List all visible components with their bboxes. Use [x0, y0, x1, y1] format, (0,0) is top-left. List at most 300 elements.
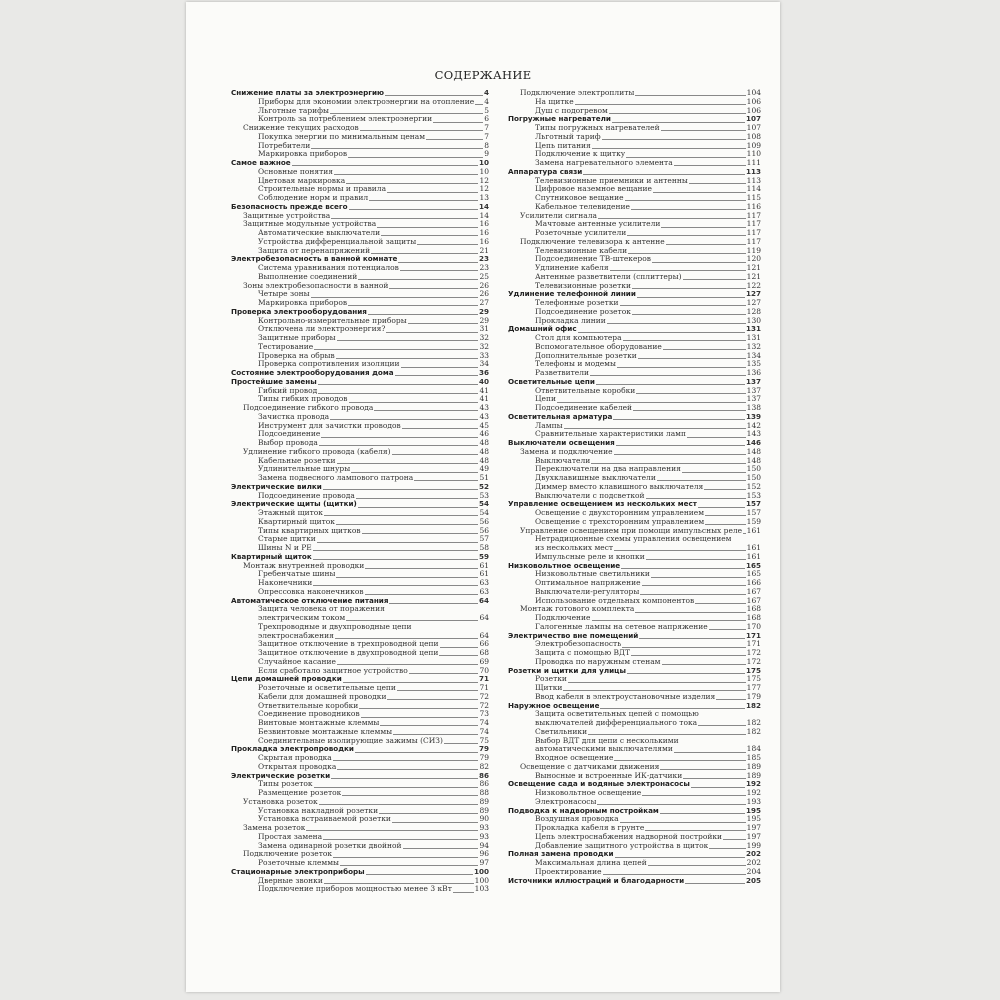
- toc-entry: [508, 430, 761, 439]
- toc-entry-title: Выключатели с подсветкой: [535, 491, 645, 500]
- toc-page-number: 93: [479, 832, 489, 841]
- toc-entry-title: Защитное отключение в двухпроводной цепи: [258, 649, 439, 657]
- toc-entry-title: Удлинение телефонной линии: [508, 290, 636, 299]
- toc-entry: [508, 290, 761, 299]
- toc-page-number: 100: [474, 876, 489, 885]
- toc-leader: [687, 437, 746, 438]
- toc-leader: [635, 612, 745, 613]
- toc-entry: [231, 273, 489, 282]
- toc-leader: [617, 367, 746, 368]
- toc-entry: [231, 317, 489, 326]
- toc-entry-title: Случайное касание: [258, 657, 336, 666]
- toc-entry: [231, 702, 489, 711]
- toc-entry: [508, 439, 761, 448]
- toc-entry-title: Дверные звонки: [258, 876, 323, 885]
- toc-page-number: 63: [479, 587, 489, 596]
- toc-page-number: 75: [479, 736, 489, 745]
- toc-entry: [508, 763, 761, 772]
- toc-leader: [597, 804, 745, 805]
- toc-entry-title: Подсоединение: [258, 430, 321, 439]
- toc-entry: [508, 815, 761, 824]
- toc-leader: [621, 568, 745, 569]
- toc-entry: [231, 798, 489, 807]
- toc-entry: [508, 535, 761, 544]
- toc-entry: [508, 185, 761, 194]
- toc-page-number: 82: [479, 762, 489, 771]
- toc-entry-title: Диммер вместо клавишного выключателя: [535, 482, 704, 491]
- toc-leader: [343, 682, 478, 683]
- toc-page-number: 46: [479, 430, 489, 439]
- toc-entry: [231, 107, 489, 116]
- toc-leader: [603, 874, 746, 875]
- toc-page-number: 131: [745, 325, 761, 334]
- toc-entry: [231, 518, 489, 527]
- toc-entry-title: Сравнительные характеристики ламп: [535, 430, 686, 439]
- toc-column-right: [508, 89, 761, 885]
- toc-leader: [557, 402, 746, 403]
- toc-leader: [610, 270, 746, 271]
- toc-page-number: 107: [745, 115, 761, 124]
- toc-leader: [640, 594, 745, 595]
- toc-entry: [508, 474, 761, 483]
- toc-leader: [433, 122, 483, 123]
- toc-entry-title: Устройства дифференциальной защиты: [258, 237, 417, 246]
- toc-entry-title: Освещение сада и водяные электронасосы: [508, 780, 690, 789]
- toc-leader: [590, 375, 746, 376]
- toc-entry-title: Льготные тарифы: [258, 106, 329, 115]
- toc-leader: [627, 235, 745, 236]
- toc-entry-title: Типы погружных нагревателей: [535, 124, 660, 132]
- toc-page-number: 117: [746, 220, 761, 229]
- toc-leader: [414, 480, 478, 481]
- toc-page-number: 56: [479, 517, 489, 526]
- toc-page-number: 23: [479, 264, 489, 272]
- toc-leader: [607, 323, 746, 324]
- toc-leader: [660, 769, 745, 770]
- toc-entry-title: Установка накладной розетки: [258, 806, 379, 815]
- toc-page-number: 54: [479, 509, 489, 517]
- toc-entry: [231, 535, 489, 544]
- toc-entry-title: Квартирный щиток: [231, 552, 312, 561]
- toc-leader: [377, 227, 478, 228]
- toc-leader: [319, 804, 479, 805]
- toc-page-number: 57: [479, 535, 489, 544]
- toc-leader: [609, 113, 746, 114]
- toc-page-number: 127: [745, 290, 761, 299]
- toc-entry: [231, 282, 489, 291]
- toc-leader: [355, 752, 478, 753]
- toc-entry: [508, 518, 761, 527]
- toc-entry: [508, 527, 761, 536]
- toc-entry: [508, 422, 761, 431]
- toc-entry: [231, 745, 489, 754]
- toc-leader: [417, 244, 478, 245]
- toc-page-number: 137: [745, 377, 761, 386]
- toc-entry: [231, 667, 489, 676]
- toc-page-number: 153: [746, 491, 761, 500]
- toc-entry: [508, 273, 761, 282]
- toc-leader: [682, 472, 746, 473]
- toc-entry-title: Прокладка линии: [535, 316, 606, 325]
- toc-leader: [314, 349, 478, 350]
- toc-entry-title: Электрические щиты (щитки): [231, 500, 357, 509]
- toc-leader: [393, 734, 478, 735]
- toc-page-number: 64: [479, 631, 489, 640]
- toc-entry-title: Входное освещение: [535, 754, 614, 762]
- toc-entry-title: Тестирование: [258, 342, 314, 351]
- toc-page-number: 89: [479, 806, 489, 815]
- toc-leader: [612, 122, 745, 123]
- toc-entry-title: Антенные разветвители (сплиттеры): [535, 272, 682, 281]
- toc-entry: [508, 623, 761, 632]
- toc-entry-title: Подключение к щитку: [535, 150, 626, 159]
- toc-entry-title: Винтовые монтажные клеммы: [258, 719, 380, 727]
- toc-entry-title: Подключение: [535, 614, 591, 622]
- toc-leader: [400, 270, 479, 271]
- toc-page-number: 48: [479, 439, 489, 447]
- toc-entry-title: выключателей дифференциального тока: [535, 719, 698, 727]
- toc-leader: [323, 839, 478, 840]
- toc-entry: [231, 177, 489, 186]
- toc-page-number: 59: [478, 552, 489, 561]
- toc-page-number: 205: [745, 876, 761, 885]
- toc-leader: [651, 577, 746, 578]
- toc-entry: [231, 404, 489, 413]
- toc-page-number: 127: [746, 299, 761, 307]
- toc-entry: [231, 815, 489, 824]
- toc-page-number: 192: [746, 789, 761, 797]
- toc-entry-title: Добавление защитного устройства в щиток: [535, 841, 709, 850]
- toc-page-number: 31: [479, 325, 489, 334]
- toc-entry: [508, 693, 761, 702]
- toc-entry: [508, 194, 761, 203]
- toc-page-number: 168: [746, 605, 761, 614]
- toc-entry-title: Полная замена проводки: [508, 850, 614, 859]
- toc-page-number: 204: [746, 867, 761, 876]
- toc-entry-title: Электрические розетки: [231, 771, 331, 780]
- toc-page-number: 121: [746, 272, 761, 281]
- toc-page-number: 172: [746, 649, 761, 657]
- toc-leader: [709, 848, 745, 849]
- toc-leader: [337, 340, 479, 341]
- toc-entry: [508, 500, 761, 509]
- toc-entry-title: Управление освещением при помощи импульсных реле: [520, 526, 743, 535]
- toc-page-number: 61: [479, 570, 489, 579]
- toc-leader: [568, 682, 746, 683]
- toc-leader: [365, 594, 479, 595]
- toc-entry: [231, 422, 489, 431]
- toc-leader: [705, 524, 745, 525]
- toc-entry: [231, 509, 489, 518]
- toc-leader: [348, 305, 478, 306]
- toc-leader: [336, 358, 479, 359]
- toc-leader: [631, 209, 746, 210]
- toc-entry-title: Покупка энергии по минимальным ценам: [258, 132, 426, 141]
- toc-page-number: 202: [746, 859, 761, 867]
- toc-entry: [508, 632, 761, 641]
- toc-entry-title: Телефонные розетки: [535, 299, 619, 307]
- toc-page-number: 185: [746, 754, 761, 762]
- toc-leader: [333, 760, 479, 761]
- toc-entry: [231, 877, 489, 886]
- toc-entry-title: Розеточные клеммы: [258, 859, 340, 867]
- toc-entry-title: Выключатели освещения: [508, 439, 615, 447]
- toc-leader: [401, 367, 479, 368]
- toc-entry: [508, 579, 761, 588]
- toc-page-number: 13: [479, 194, 489, 202]
- toc-leader: [674, 165, 746, 166]
- toc-leader: [334, 174, 478, 175]
- toc-entry-title: Подсоединение гибкого провода: [243, 404, 374, 412]
- toc-entry: [231, 780, 489, 789]
- toc-entry: [508, 142, 761, 151]
- page-title: СОДЕРЖАНИЕ: [434, 68, 532, 82]
- toc-page-number: 56: [479, 526, 489, 535]
- toc-entry: [231, 89, 489, 98]
- toc-entry: [508, 570, 761, 579]
- toc-entry-title: Самое важное: [231, 159, 291, 167]
- toc-entry-title: Кабельное телевидение: [535, 202, 630, 211]
- toc-page-number: 165: [745, 561, 761, 570]
- toc-leader: [321, 437, 478, 438]
- toc-leader: [600, 708, 745, 709]
- toc-leader: [317, 542, 479, 543]
- toc-page-number: 195: [746, 815, 761, 824]
- toc-leader: [349, 402, 479, 403]
- toc-entry: [231, 553, 489, 562]
- toc-entry-title: Розеточные усилители: [535, 229, 627, 237]
- toc-leader: [620, 305, 746, 306]
- toc-leader: [583, 174, 745, 175]
- toc-page-number: 45: [479, 421, 489, 430]
- toc-leader: [409, 673, 479, 674]
- toc-entry-title: Разветвители: [535, 369, 589, 377]
- toc-leader: [349, 209, 478, 210]
- toc-leader: [324, 883, 474, 884]
- toc-entry-title: Нетрадиционные схемы управления освещением: [535, 535, 732, 544]
- toc-entry: [231, 500, 489, 509]
- toc-entry: [231, 325, 489, 334]
- toc-page-number: 110: [746, 150, 761, 159]
- toc-entry-title: Усилители сигнала: [520, 211, 597, 220]
- toc-page-number: 74: [479, 727, 489, 736]
- toc-entry: [231, 185, 489, 194]
- toc-entry: [231, 290, 489, 299]
- toc-entry: [231, 850, 489, 859]
- toc-entry: [231, 859, 489, 868]
- toc-page-number: 115: [746, 194, 761, 202]
- toc-entry-title: Подключение розеток: [243, 850, 333, 859]
- toc-entry-title: Трехпроводные и двухпроводные цепи: [258, 622, 412, 631]
- toc-entry-title: Размещение розеток: [258, 789, 342, 797]
- toc-entry: [508, 448, 761, 457]
- toc-page-number: 113: [746, 176, 761, 185]
- toc-page-number: 58: [479, 544, 489, 552]
- toc-page-number: 171: [746, 640, 761, 649]
- toc-leader: [379, 813, 478, 814]
- toc-page-number: 9: [484, 150, 489, 159]
- toc-page-number: 104: [746, 89, 761, 97]
- toc-leader: [614, 760, 745, 761]
- toc-entry-title: Квартирный щиток: [258, 517, 335, 526]
- toc-entry-title: Осветительная арматура: [508, 412, 613, 421]
- toc-page-number: 4: [484, 97, 489, 106]
- toc-leader: [385, 95, 483, 96]
- toc-page-number: 159: [746, 517, 761, 526]
- toc-entry-title: Электрические вилки: [231, 482, 322, 491]
- toc-entry-title: На щитке: [535, 97, 574, 106]
- toc-entry: [231, 159, 489, 168]
- toc-entry-title: Гребенчатые шины: [258, 570, 336, 579]
- toc-entry: [508, 754, 761, 763]
- toc-page-number: 167: [746, 596, 761, 605]
- toc-page-number: 71: [478, 675, 489, 684]
- toc-entry: [508, 299, 761, 308]
- toc-page-number: 122: [746, 281, 761, 290]
- toc-leader: [602, 139, 746, 140]
- toc-entry: [231, 439, 489, 448]
- toc-leader: [365, 568, 478, 569]
- toc-leader: [704, 489, 745, 490]
- toc-page-number: 148: [746, 456, 761, 465]
- toc-page-number: 36: [478, 369, 489, 377]
- toc-entry: [508, 124, 761, 133]
- toc-entry: [508, 605, 761, 614]
- toc-entry: [508, 255, 761, 264]
- toc-page-number: 54: [478, 500, 489, 509]
- toc-page-number: 64: [478, 596, 489, 605]
- toc-entry: [231, 150, 489, 159]
- toc-page-number: 25: [479, 272, 489, 281]
- toc-page-number: 7: [484, 132, 489, 141]
- toc-entry: [508, 588, 761, 597]
- toc-entry-title: Подключение телевизора к антенне: [520, 237, 665, 246]
- toc-entry-title: Выбор ВДТ для цепи с несколькими: [535, 736, 679, 745]
- toc-page-number: 23: [478, 255, 489, 264]
- toc-leader: [698, 725, 746, 726]
- toc-page-number: 61: [479, 561, 489, 570]
- toc-entry-title: Подключение приборов мощностью менее 3 кВт: [258, 885, 452, 894]
- toc-entry: [508, 649, 761, 658]
- toc-leader: [575, 104, 746, 105]
- toc-entry: [231, 203, 489, 212]
- toc-entry: [508, 667, 761, 676]
- toc-entry-title: Щитки: [535, 684, 563, 692]
- toc-page-number: 74: [479, 719, 489, 727]
- toc-leader: [623, 340, 746, 341]
- toc-page-number: 134: [746, 351, 761, 360]
- toc-page-number: 136: [746, 369, 761, 377]
- toc-leader: [333, 857, 478, 858]
- toc-entry: [231, 789, 489, 798]
- toc-entry-title: Двухклавишные выключатели: [535, 474, 656, 482]
- toc-page-number: 117: [746, 237, 761, 246]
- toc-page-number: 73: [479, 710, 489, 719]
- toc-page-number: 113: [745, 167, 761, 176]
- toc-entry-title: Кабели для домашней проводки: [258, 692, 387, 701]
- toc-entry: [508, 334, 761, 343]
- toc-page-number: 6: [484, 115, 489, 124]
- toc-leader: [662, 664, 746, 665]
- toc-entry-title: Типы розеток: [258, 780, 313, 789]
- toc-entry-title: автоматическими выключателями: [535, 745, 673, 754]
- toc-entry: [508, 360, 761, 369]
- toc-entry-title: Аппаратура связи: [508, 167, 583, 176]
- toc-entry-title: Подсоединение ТВ-штекеров: [535, 255, 651, 264]
- toc-entry-title: Цепь питания: [535, 141, 591, 150]
- toc-entry: [508, 317, 761, 326]
- toc-entry: [231, 194, 489, 203]
- toc-leader: [340, 865, 478, 866]
- toc-leader: [657, 480, 746, 481]
- toc-leader: [337, 463, 479, 464]
- toc-entry-title: Монтаж готового комплекта: [520, 605, 635, 614]
- toc-leader: [397, 690, 479, 691]
- toc-page-number: 71: [479, 684, 489, 692]
- toc-leader: [439, 655, 478, 656]
- toc-leader: [646, 498, 746, 499]
- toc-entry: [508, 675, 761, 684]
- toc-page-number: 111: [746, 159, 761, 167]
- toc-page-number: 94: [479, 841, 489, 850]
- toc-leader: [628, 253, 746, 254]
- toc-leader: [683, 778, 745, 779]
- toc-leader: [564, 428, 746, 429]
- toc-page-number: 16: [479, 237, 489, 246]
- toc-leader: [626, 157, 746, 158]
- toc-leader: [632, 288, 746, 289]
- toc-leader: [666, 244, 746, 245]
- toc-leader: [318, 393, 478, 394]
- toc-page-number: 66: [479, 640, 489, 649]
- toc-page-number: 88: [479, 789, 489, 797]
- toc-leader: [403, 848, 479, 849]
- toc-leader: [638, 358, 746, 359]
- toc-entry-title: из нескольких мест: [535, 544, 614, 552]
- toc-entry: [231, 763, 489, 772]
- toc-page-number: 70: [479, 666, 489, 675]
- toc-entry: [231, 684, 489, 693]
- toc-page-number: 4: [483, 89, 489, 97]
- toc-entry-title: Электробезопасность в ванной комнате: [231, 255, 398, 264]
- toc-entry: [231, 387, 489, 396]
- toc-entry-title: Скрытая проводка: [258, 754, 332, 762]
- toc-page-number: 21: [479, 246, 489, 255]
- toc-entry-title: Низковольтное освещение: [508, 561, 621, 570]
- toc-leader: [313, 585, 478, 586]
- toc-page-number: 148: [746, 447, 761, 456]
- toc-entry-title: Опрессовка наконечников: [258, 587, 364, 596]
- toc-leader: [337, 664, 479, 665]
- toc-entry: [231, 220, 489, 229]
- toc-entry-title: Воздушная проводка: [535, 815, 619, 824]
- toc-page-number: 69: [479, 657, 489, 666]
- toc-entry-title: Телевизионные кабели: [535, 246, 628, 255]
- toc-entry: [508, 159, 761, 168]
- toc-leader: [351, 472, 478, 473]
- toc-entry-title: Душ с подогревом: [535, 106, 608, 115]
- toc-entry: [231, 133, 489, 142]
- toc-entry-title: Цепи домашней проводки: [231, 675, 342, 684]
- toc-leader: [627, 673, 745, 674]
- toc-entry-title: Маркировка приборов: [258, 150, 348, 159]
- toc-entry-title: Защитные модульные устройства: [243, 220, 377, 229]
- toc-page-number: 117: [746, 211, 761, 220]
- toc-page-number: 100: [473, 867, 489, 876]
- toc-page-number: 90: [479, 815, 489, 824]
- toc-entry: [508, 483, 761, 492]
- toc-entry-title: Лампы: [535, 421, 563, 430]
